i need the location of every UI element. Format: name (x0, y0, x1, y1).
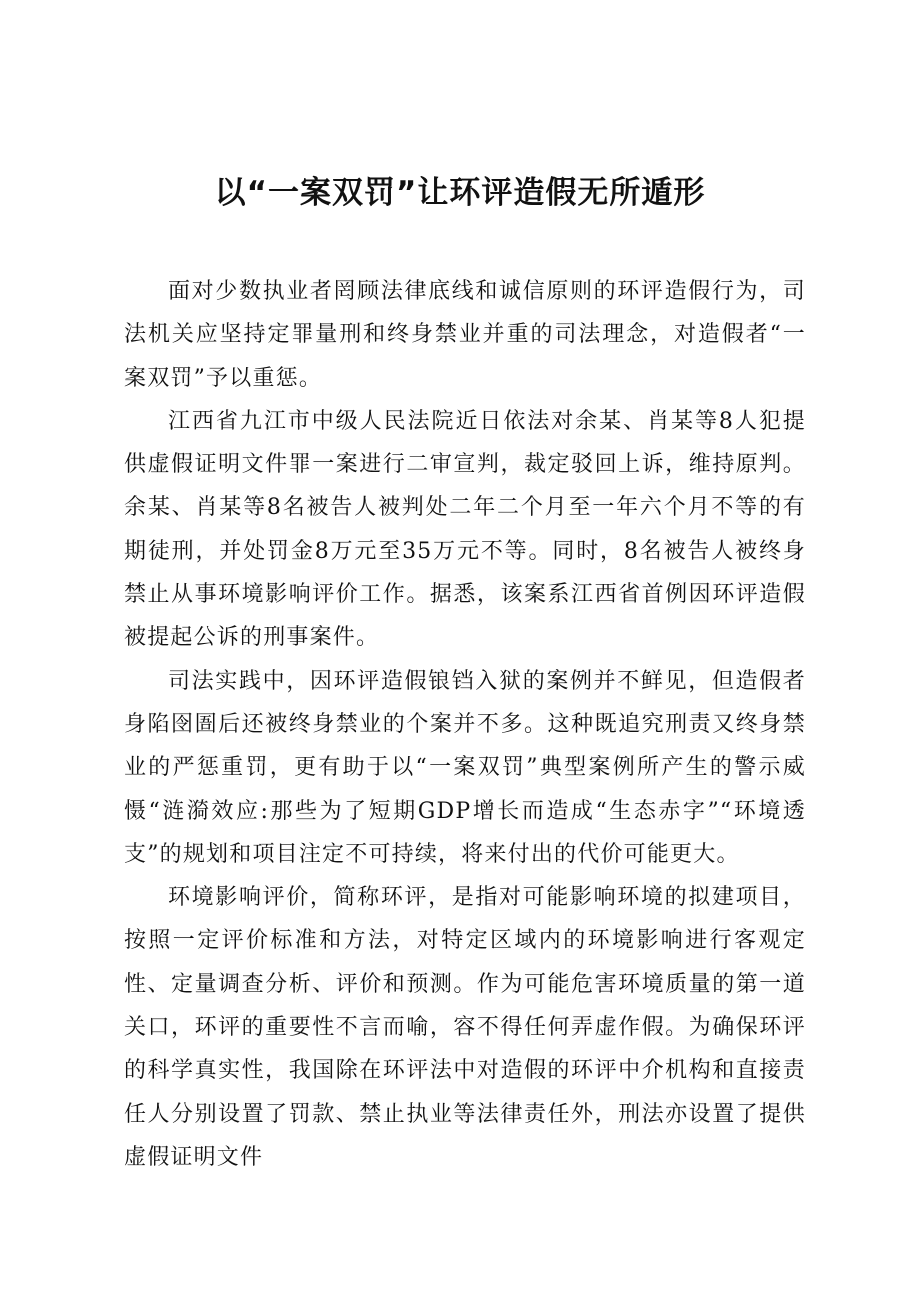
document-body (124, 270, 806, 1179)
paragraph-2: 江西省九江市中级人民法院近日依法对余某、肖某等8人犯提供虚假证明文件罪一案进行二审宣判，裁定驳回上诉，维持原判。余某、肖某等8名被告人被判处二年二个月至一年六个月不等的有期徒刑，并处罚金8万元至35万元不等。同时，8名被告人被终身禁止从事环境影响评价工作。据悉，该案系江西省首例因环评造假被提起公诉的刑事案件。 (124, 408, 806, 651)
paragraph-3: 司法实践中，因环评造假锒铛入狱的案例并不鲜见，但造假者身陷囹圄后还被终身禁业的个案并不多。这种既追究刑责又终身禁业的严惩重罚，更有助于以“一案双罚”典型案例所产生的警示威慑“涟漪效应:那些为了短期GDP增长而造成“生态赤字”“环境透支”的规划和项目注定不可持续，将来付出的代价可能更大。 (124, 668, 806, 867)
paragraph-4: 环境影响评价，简称环评，是指对可能影响环境的拟建项目，按照一定评价标准和方法，对特定区域内的环境影响进行客观定性、定量调查分析、评价和预测。作为可能危害环境质量的第一道关口，环评的重要性不言而喻，容不得任何弄虚作假。为确保环评的科学真实性，我国除在环评法中对造假的环评中介机构和直接责任人分别设置了罚款、禁止执业等法律责任外，刑法亦设置了提供虚假证明文件 (124, 885, 806, 1170)
document-title: 以“一案双罚”让环评造假无所遁形 (214, 175, 706, 211)
paragraph-1: 面对少数执业者罔顾法律底线和诚信原则的环评造假行为，司法机关应坚持定罪量刑和终身禁业并重的司法理念，对造假者“一案双罚”予以重惩。 (124, 279, 806, 391)
